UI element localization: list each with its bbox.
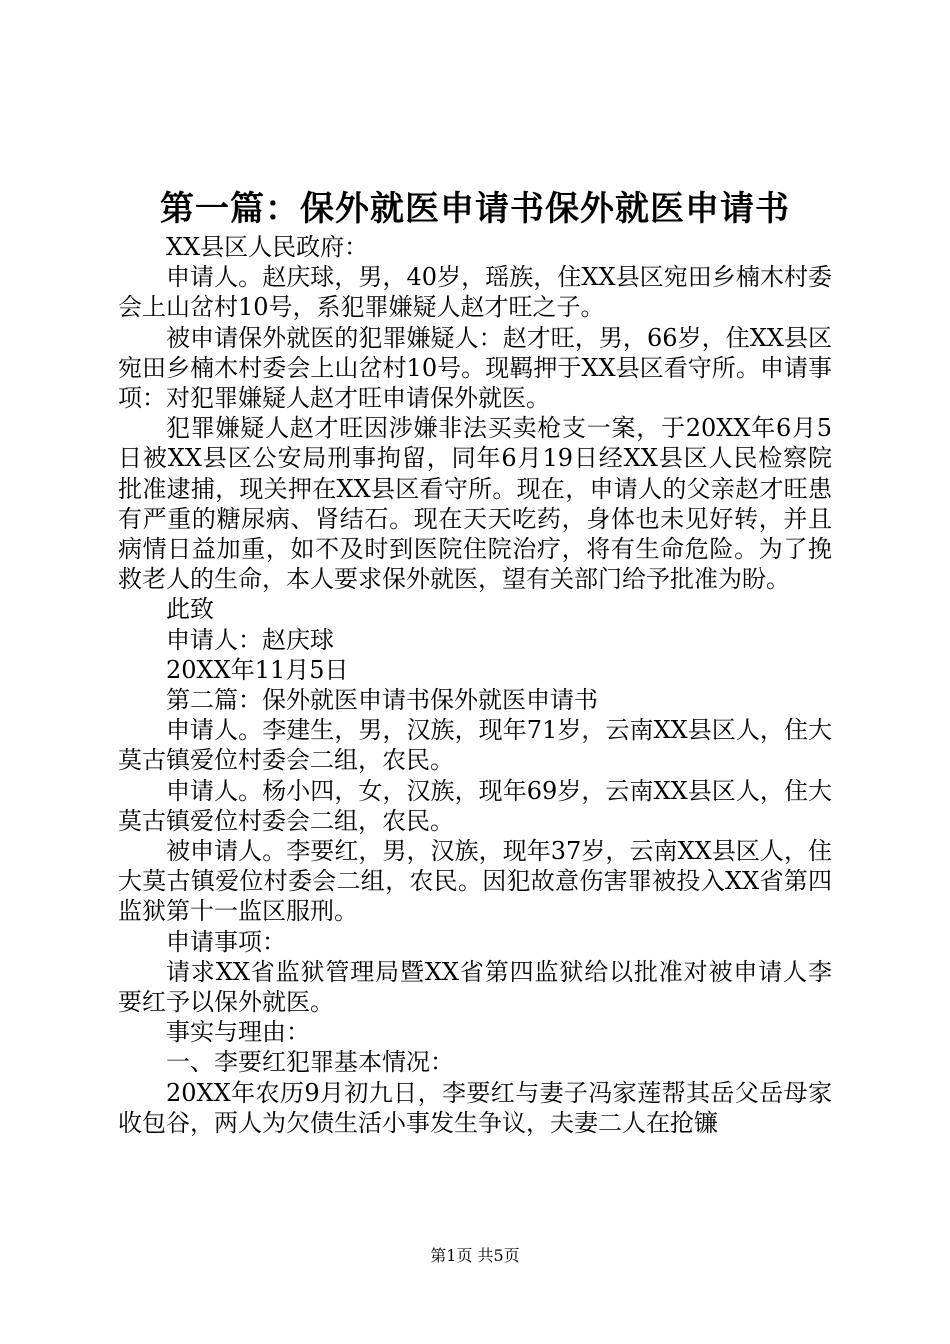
document-body <box>118 232 832 1138</box>
paragraph-reason: 犯罪嫌疑人赵才旺因涉嫌非法买卖枪支一案，于20XX年6月5日被XX县区公安局刑事拘留，同年6月19日经XX县区人民检察院批准逮捕，现关押在XX县区看守所。现在，申请人的父亲赵才旺患有严重的糖尿病、肾结石。现在天天吃药，身体也未见好转，并且病情日益加重，如不及时到医院住院治疗，将有生命危险。为了挽救老人的生命，本人要求保外就医，望有关部门给予批准为盼。 <box>118 414 832 594</box>
paragraph-matters-heading: 申请事项： <box>166 927 286 956</box>
paragraph-respondent: 被申请人。李要红，男，汉族，现年37岁，云南XX县区人，住大莫古镇爱位村委会二组，农民。因犯故意伤害罪被投入XX省第四监狱第十一监区服刑。 <box>118 837 832 926</box>
paragraph-crime-heading: 一、李要红犯罪基本情况： <box>166 1048 454 1077</box>
paragraph-facts-heading: 事实与理由： <box>166 1018 310 1047</box>
paragraph-signature: 申请人：赵庆球 <box>166 625 334 654</box>
paragraph-crime-details: 20XX年农历9月初九日，李要红与妻子冯家莲帮其岳父岳母家收包谷，两人为欠债生活小事发生争议，夫妻二人在抢镰 <box>118 1078 832 1137</box>
page-footer: 第1页 共5页 <box>430 1246 520 1265</box>
paragraph-section-two-heading: 第二篇：保外就医申请书保外就医申请书 <box>166 686 598 715</box>
paragraph-applicant-one: 申请人。李建生，男，汉族，现年71岁，云南XX县区人，住大莫古镇爱位村委会二组，农民。 <box>118 716 832 775</box>
paragraph-date: 20XX年11月5日 <box>166 655 349 684</box>
paragraph-suspect: 被申请保外就医的犯罪嫌疑人：赵才旺，男，66岁，住XX县区宛田乡楠木村委会上山岔村10号。现羁押于XX县区看守所。申请事项：对犯罪嫌疑人赵才旺申请保外就医。 <box>118 323 832 413</box>
paragraph-applicant-two: 申请人。杨小四，女，汉族，现年69岁，云南XX县区人，住大莫古镇爱位村委会二组，农民。 <box>118 776 832 835</box>
paragraph-applicant: 申请人。赵庆球，男，40岁，瑶族，住XX县区宛田乡楠木村委会上山岔村10号，系犯罪嫌疑人赵才旺之子。 <box>118 263 832 322</box>
paragraph-closing: 此致 <box>166 595 214 624</box>
paragraph-addressee: XX县区人民政府： <box>166 233 369 261</box>
paragraph-request: 请求XX省监狱管理局暨XX省第四监狱给以批准对被申请人李要红予以保外就医。 <box>118 957 832 1017</box>
document-title: 第一篇：保外就医申请书保外就医申请书 <box>160 189 790 229</box>
